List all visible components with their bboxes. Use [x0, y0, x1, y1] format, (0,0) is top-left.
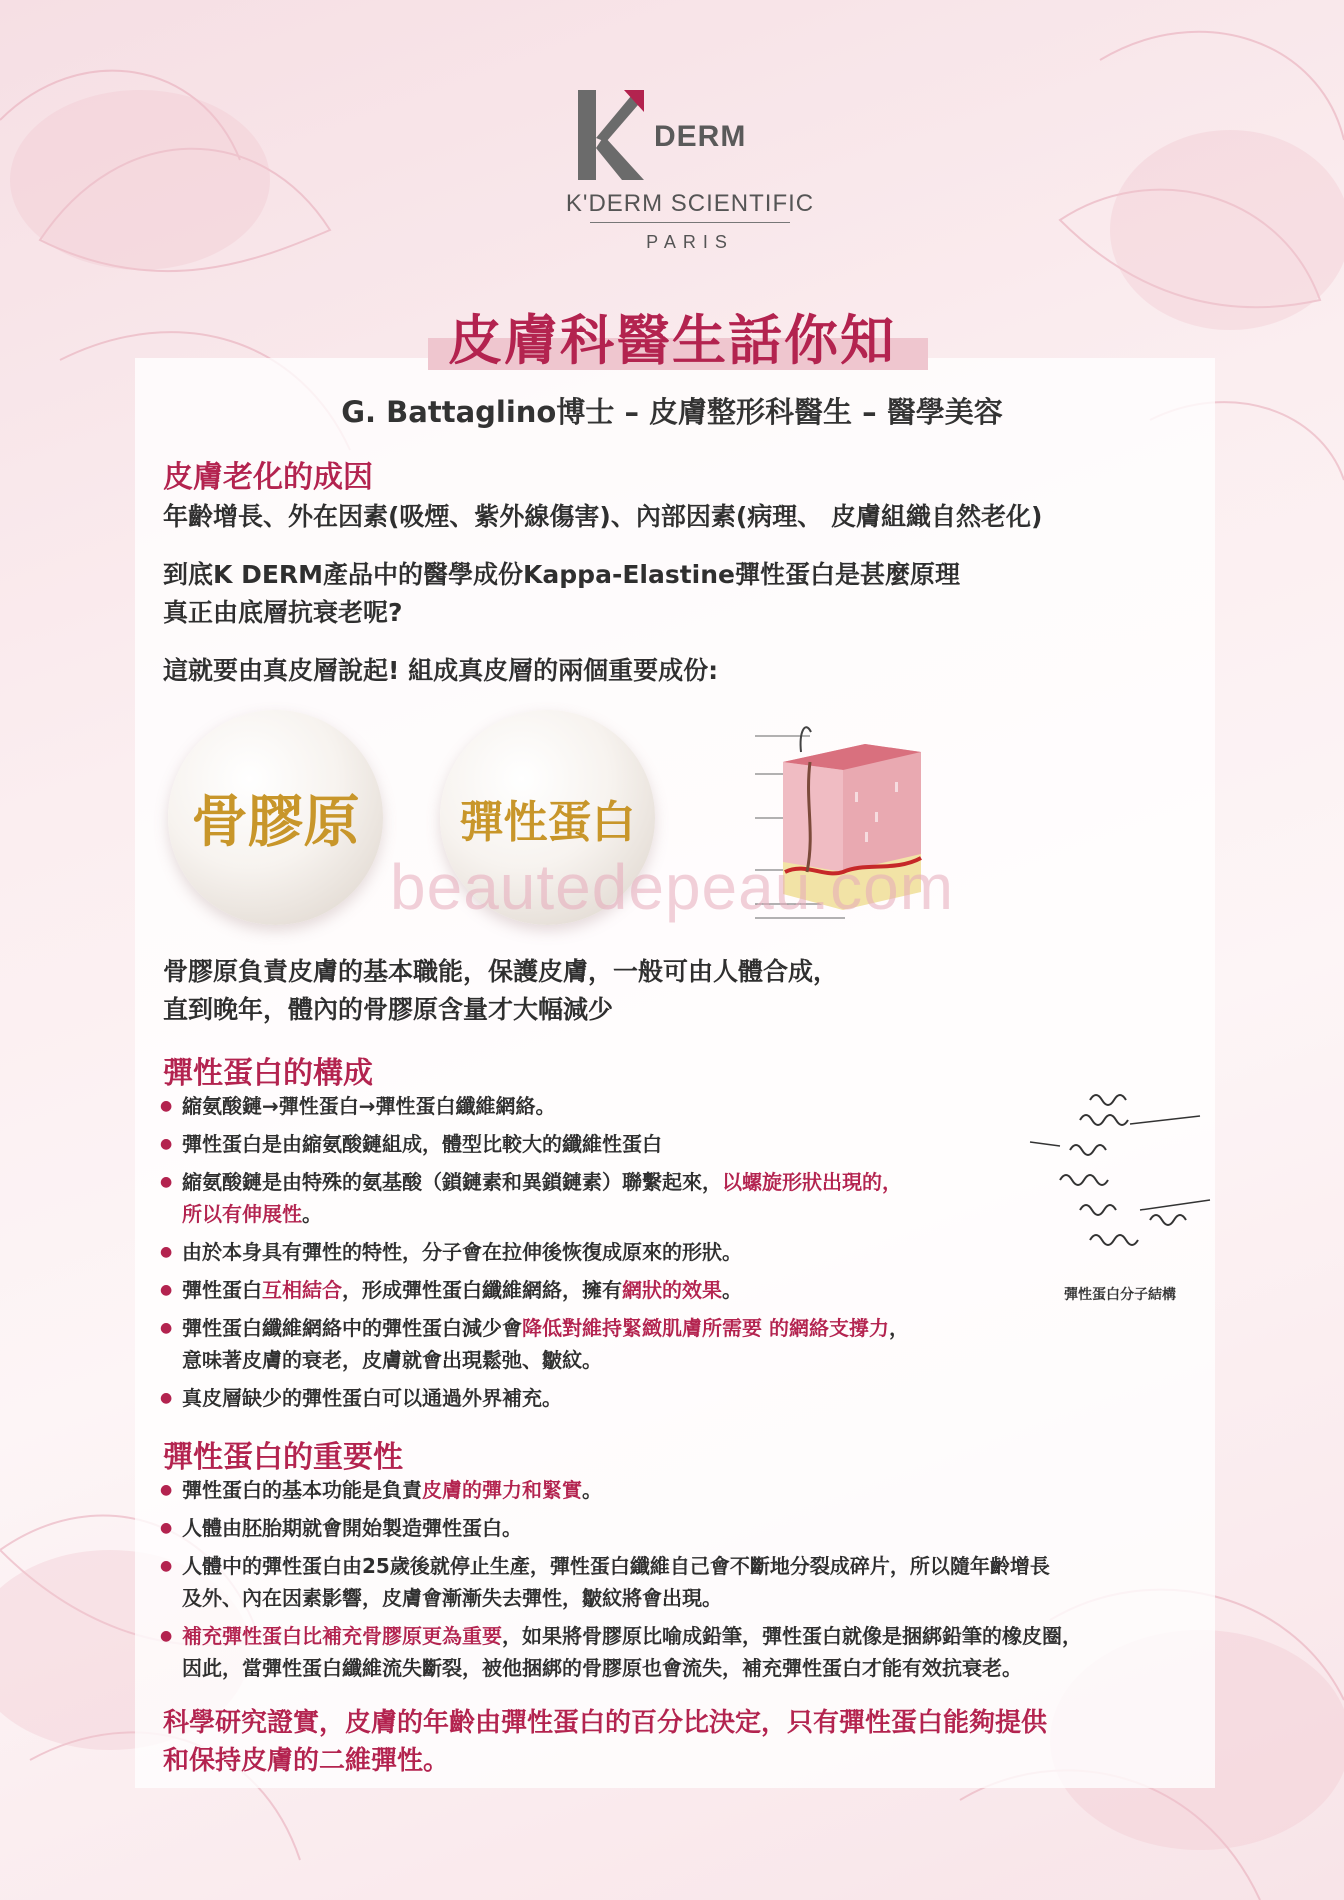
- aging-heading: 皮膚老化的成因: [163, 460, 373, 495]
- list-item: ● 由於本身具有彈性的特性，分子會在拉伸後恢復成原來的形狀。: [160, 1236, 1060, 1268]
- composition-list: [160, 1090, 1060, 1414]
- list-item: ● 人體中的彈性蛋白由25歲後就停止生產，彈性蛋白纖維自己會不斷地分裂成碎片，所以隨年齡增長 及外、內在因素影響，皮膚會漸漸失去彈性，皺紋將會出現。: [160, 1550, 1220, 1614]
- elastin-label: 彈性蛋白: [459, 796, 636, 848]
- list-item: ● 彈性蛋白是由縮氨酸鏈組成，體型比較大的纖維性蛋白: [160, 1128, 1060, 1160]
- collagen-description: [163, 953, 838, 1029]
- collagen-line-1: 骨膠原負責皮膚的基本職能，保護皮膚，一般可由人體合成，: [163, 957, 839, 986]
- composition-heading: 彈性蛋白的構成: [163, 1056, 373, 1091]
- conclusion-text: [163, 1704, 1047, 1780]
- importance-heading: 彈性蛋白的重要性: [163, 1440, 403, 1475]
- list-item: ● 補充彈性蛋白比補充骨膠原更為重要，如果將骨膠原比喻成鉛筆，彈性蛋白就像是捆綁鉛筆的橡皮圈， 因此，當彈性蛋白纖維流失斷裂，被他捆綁的骨膠原也會流失，補充彈性蛋白才能有效抗衰老。: [160, 1620, 1220, 1684]
- conclusion-line-1: 科學研究證實，皮膚的年齡由彈性蛋白的百分比決定，只有彈性蛋白能夠提供: [163, 1708, 1048, 1738]
- molecule-caption: 彈性蛋白分子結構: [1064, 1287, 1176, 1303]
- importance-list: [160, 1474, 1220, 1684]
- list-item: ● 縮氨酸鏈是由特殊的氨基酸（鎖鏈素和異鎖鏈素）聯繫起來，以螺旋形狀出現的， 所以有伸展性。: [160, 1166, 1060, 1230]
- logo-scientific-text: K'DERM SCIENTIFIC: [565, 190, 815, 217]
- page-subtitle: G. Battaglino博士 – 皮膚整形科醫生 – 醫學美容: [341, 395, 1003, 429]
- list-item: ● 人體由胚胎期就會開始製造彈性蛋白。: [160, 1512, 1220, 1544]
- kderm-logo: [560, 90, 820, 260]
- k-logo-mark: [574, 90, 644, 180]
- watermark: beautedepeau.com: [390, 851, 954, 923]
- collagen-label: 骨膠原: [191, 789, 360, 855]
- question-text: [163, 556, 960, 632]
- question-line-1: 到底K DERM產品中的醫學成份Kappa-Elastine彈性蛋白是甚麼原理: [163, 560, 960, 589]
- question-line-2: 真正由底層抗衰老呢?: [163, 598, 403, 627]
- list-item: ● 彈性蛋白纖維網絡中的彈性蛋白減少會降低對維持緊緻肌膚所需要 的網絡支撐力， 意味著皮膚的衰老，皮膚就會出現鬆弛、皺紋。: [160, 1312, 1060, 1376]
- aging-text: 年齡增長、外在因素(吸煙、紫外線傷害)、內部因素(病理、 皮膚組織自然老化): [163, 502, 1043, 531]
- list-item: ● 縮氨酸鏈→彈性蛋白→彈性蛋白纖維網絡。: [160, 1090, 1060, 1122]
- logo-divider: [590, 222, 790, 223]
- collagen-line-2: 直到晚年，體內的骨膠原含量才大幅減少: [163, 995, 614, 1024]
- dermis-intro: 這就要由真皮層說起! 組成真皮層的兩個重要成份:: [163, 656, 719, 685]
- logo-derm-text: DERM: [654, 120, 747, 153]
- list-item: ● 真皮層缺少的彈性蛋白可以通過外界補充。: [160, 1382, 1060, 1414]
- list-item: ● 彈性蛋白的基本功能是負責皮膚的彈力和緊實。: [160, 1474, 1220, 1506]
- conclusion-line-2: 和保持皮膚的二維彈性。: [163, 1746, 450, 1776]
- elastin-molecule-illustration: [1020, 1080, 1220, 1280]
- page-title: 皮膚科醫生話你知: [448, 309, 896, 372]
- logo-paris-text: PARIS: [646, 232, 734, 252]
- list-item: ● 彈性蛋白互相結合，形成彈性蛋白纖維網絡，擁有網狀的效果。: [160, 1274, 1060, 1306]
